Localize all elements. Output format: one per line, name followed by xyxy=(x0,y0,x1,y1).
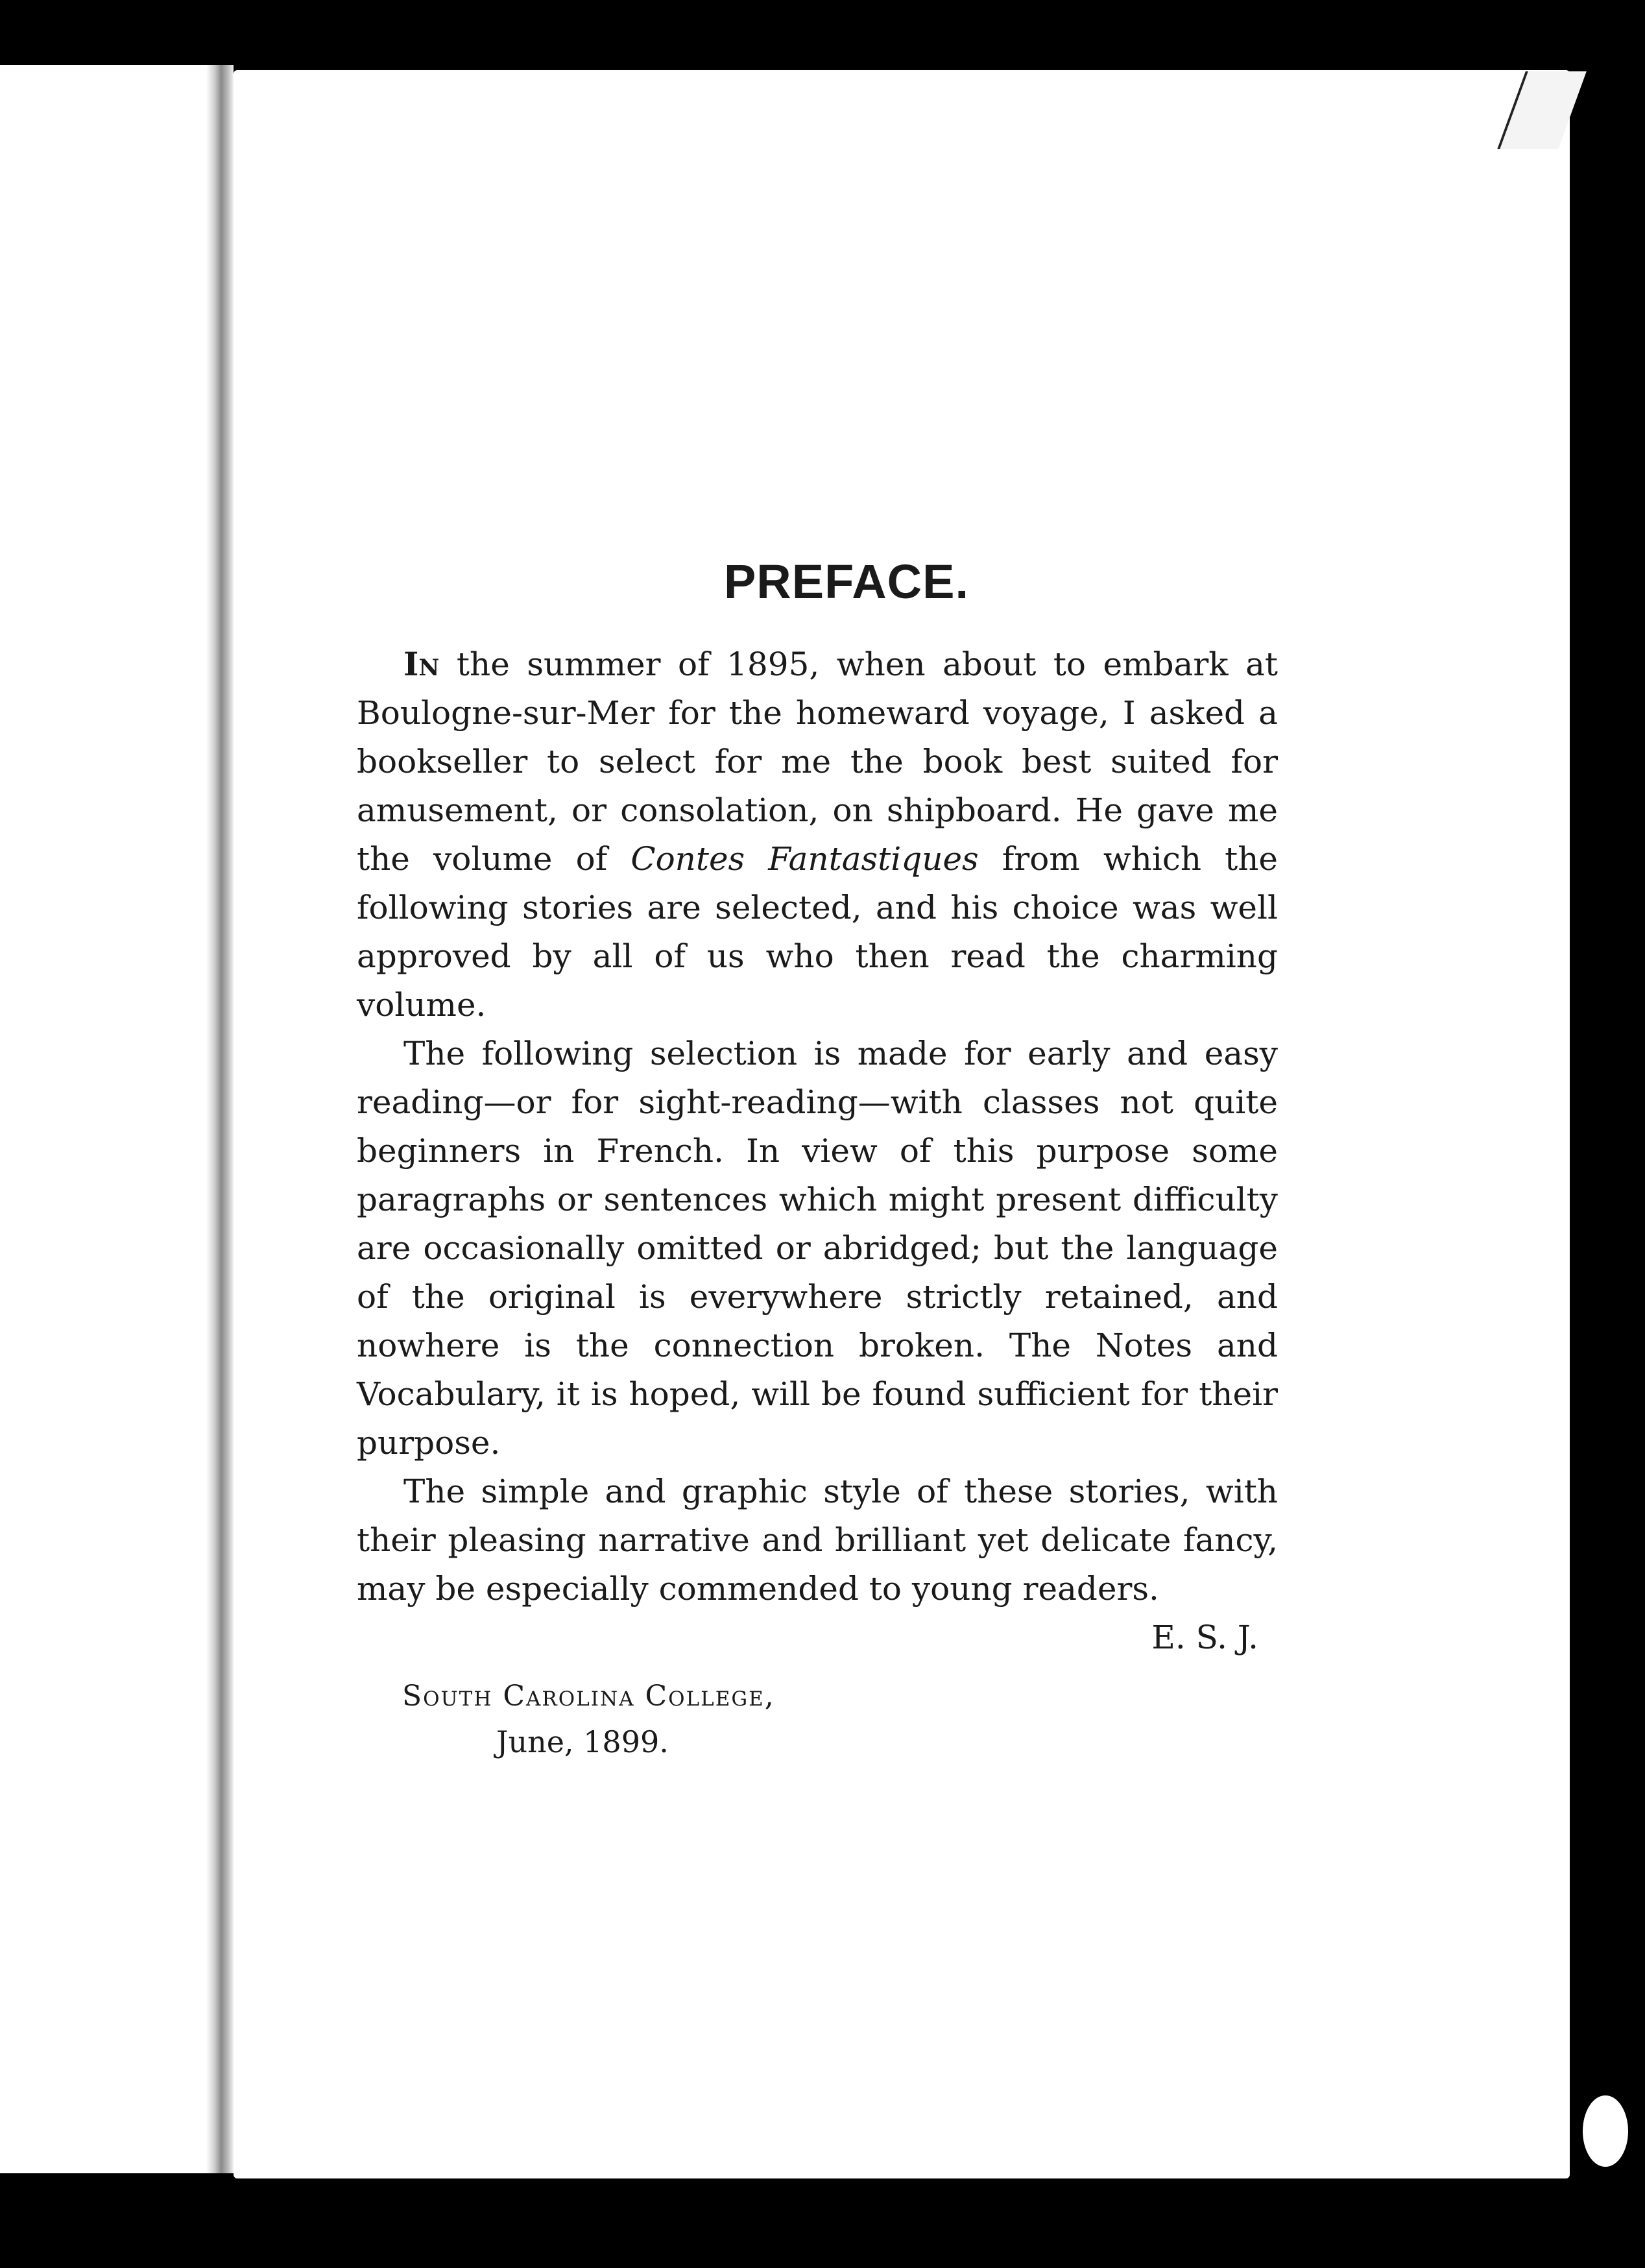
preface-paragraph-1 xyxy=(357,640,1278,1030)
author-initials: E. S. J. xyxy=(1151,1619,1258,1656)
paragraph-1-text-b: from which the following stories are selected, and his choice was well approved by all of us who then read the charming volume. xyxy=(357,840,1279,1024)
facing-page-edge xyxy=(0,65,221,2173)
dateline xyxy=(402,1674,775,1765)
institution-name: South Carolina College, xyxy=(402,1680,775,1713)
page-title: PREFACE. xyxy=(723,555,970,609)
scan-speck xyxy=(1583,2095,1628,2167)
paragraph-1-text-a: the summer of 1895, when about to embark at Boulogne-sur-Mer for the homeward voyage, I asked a bookseller to select for me the book best suited for amusement, or consolation, on shipboard. He gave me the volume of xyxy=(357,645,1278,878)
drop-word: In xyxy=(403,645,440,683)
book-gutter xyxy=(206,65,234,2173)
preface-paragraph-3: The simple and graphic style of these stories, with their pleasing narrative and brilliant yet delicate fancy, may be especially commended to young readers. xyxy=(357,1473,1278,1608)
preface-date: June, 1899. xyxy=(496,1724,669,1759)
preface-text-block xyxy=(357,555,1279,1662)
book-title-italic: Contes Fantastiques xyxy=(630,840,979,878)
preface-paragraph-2: The following selection is made for early and easy reading—or for sight-reading—with classes not quite beginners in French. In view of this purpose some paragraphs or sentences which might present difficulty are occasionally omitted or abridged; but the language of the original is everywhere strictly retained, and nowhere is the connection broken. The Notes and Vocabulary, it is hoped, will be found sufficient for their purpose. xyxy=(357,1035,1278,1462)
